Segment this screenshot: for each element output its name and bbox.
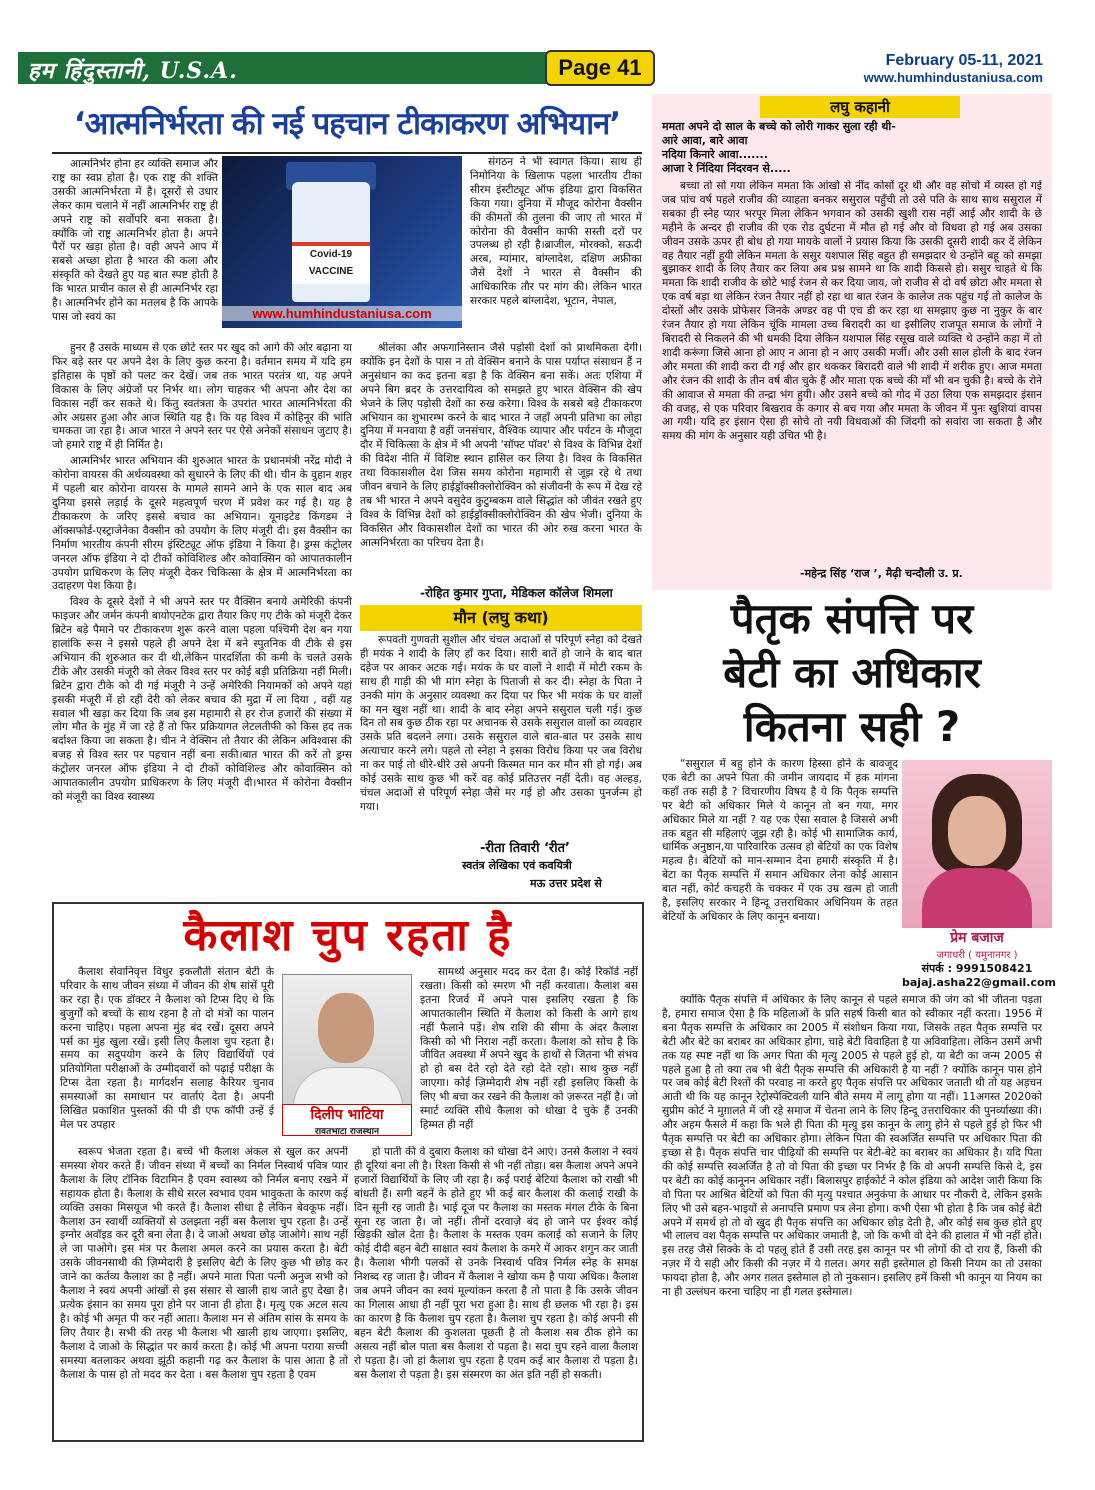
article-col2-top [470, 156, 642, 344]
paragraph: स्वरूप भेजता रहता है। बच्चे भी कैलाश अंकल से खुल कर अपनी समस्या शेयर करते हैं। जीवन संध्या में बच्चों का निर्मल निस्वार्थ पवित्र प्यार कैलाश के लिए टॉनिक विटामिन है एवम स्वास्थ्य को निर्मल बनाए रखने में सहायक होता है। कैलाश के सीधे सरल स्वभाव एवम भावुकता के कारण कई व्यक्ति उसका मिसयूज भी करते हैं। कैलाश सीधा है लेकिन बेवकूफ नहीं। कैलाश उन स्वार्थी व्यक्तियों से उलझता नहीं बस कैलाश चुप रहता है। उन्हें इग्नोर अवॉइड कर दूरी बना लेता है। दे जाओ अथवा छोड़ जाओगे। साथ नहीं ले जा पाओगे। इस मंत्र पर कैलाश अमल करने का प्रयास करता है। बेटी उसके जीवनसाथी की ज़िम्मेदारी है इसलिए बेटी के लिए कुछ भी छोड़ कर जाने का कर्तव्य कैलाश का है नहीं। अपने माता पिता पत्नी अनुज सभी को कैलाश ने स्वयं अपनी आंखों से इस संसार से खाली हाथ जाते हुए देखा है। प्रत्येक इंसान का समय पूरा होने पर जाना ही होता है। मृत्यु एक अटल सत्य है। कोई भी अमृत पी कर नहीं आता। कैलाश मन से अंतिम सांस के समय के लिए तैयार है। सभी की तरह भी कैलाश भी खाली हाथ जाएगा। इसलिए, कैलाश दे जाओ के सिद्धांत पर कार्य करता है। कोई भी अपना पराया सच्ची समस्या बतलाकर अथवा झूंठी कहानी गढ़ कर कैलाश के पास आता है तो कैलाश के पास हो तो मदद कर देता । बस कैलाश चुप रहता है एवम [60, 1146, 348, 1381]
body [922, 868, 1032, 928]
laghu-body [662, 180, 1042, 558]
masthead-title: हम हिंदुस्तानी, U.S.A. [28, 58, 238, 84]
kailash-col2-main [354, 1146, 638, 1436]
lullaby-lines [662, 120, 896, 176]
kailash-col2-top [420, 966, 638, 1146]
article-col2-main [360, 342, 642, 582]
poem-line: नदिया किनारे आवा....... [662, 148, 768, 161]
article-col1-top [52, 158, 218, 346]
issue-date: February 05-11, 2021 [885, 52, 1043, 69]
divider [52, 152, 642, 154]
maun-author: -रीता तिवारी ‘रीत’ [480, 841, 570, 856]
laghu-kahani-title: लघु कहानी [760, 96, 960, 118]
paragraph: आत्मनिर्भर होना हर व्यक्ति समाज और राष्ट्र का स्वप्न होता है। एक राष्ट्र की शक्ति उसकी आत्मनिर्भरता में है। दूसरों से उधार लेकर काम चलाने में नहीं आत्मनिर्भर राष्ट्र ही अपने राष्ट्र को सर्वोपरि बना सकता है। क्योंकि जो राष्ट्र आत्मनिर्भर होता है। अपने पैरों पर खड़ा होता है। वही अपने आप में सबसे अच्छा होता है भारत की कला और संस्कृति को देखते हुए यह बात स्पष्ट होती है कि भारत प्राचीन काल से ही आत्मनिर्भर रहा है। आत्मनिर्भर होने का मतलब है कि आपके पास जो स्वयं का [52, 158, 218, 323]
paitrik-author-caption [902, 928, 1056, 989]
paragraph: सामर्थ्य अनुसार मदद कर देता है। कोई रिकॉर्ड नहीं रखता। किसी को स्मरण भी नहीं करवाता। कैलाश बस इतना रिजर्व में अपने पास इसलिए रखता है कि आपातकालीन स्थिति में कैलाश को किसी के आगे हाथ नहीं फैलाने पड़ें। शेष राशि की सीमा के अंदर कैलाश किसी को भी निराश नहीं करता। कैलाश को सोच है कि जीवित अवस्था में अपने खुद के हाथों से जितना भी संभव हो हो बस देते रहो देते रहो देते रहो। साथ कुछ नहीं जाएगा। कोई ज़िम्मेदारी शेष नहीं रही इसलिए किसी के लिए भी बचा कर रखने की कैलाश को ज़रूरत नहीं है। जो स्मार्ट व्यक्ति सीधे कैलाश को धोखा दे चुके हैं उनकी हिम्मत ही नहीं [420, 966, 638, 1131]
vaccine-image [222, 156, 462, 328]
paragraph: कैलाश सेवानिवृत्त विधुर इकलौती संतान बेटी के परिवार के साथ जीवन संध्या में जीवन की शेष सांसें पूरी कर रहा है। एक डॉक्टर ने कैलाश को टिप्स दिए थे कि बुजुर्गों को बच्चों के साथ रहना है तो दो मंत्रों का पालन करना चाहिए। पहला अपना मुंह बंद रखें। दूसरा अपने पर्स का मुंह खुला रखें। इसी लिए कैलाश चुप रहता है। समय का सदुपयोग करने के लिए विद्यार्थियों एवं प्रतियोगिता परीक्षाओं के उम्मीदवारों को पढ़ाई परीक्षा के टिप्स देता रहता है। मार्गदर्शन सलाह कैरियर चुनाव समस्याओं का समाधान पर वार्ताएं देता है। अपनी लिखित प्रकाशित पुस्तकों की पी डी एफ कॉपी उन्हें ई मेल पर उपहार [60, 966, 274, 1131]
author-place: जगाधरी ( यमुनानगर ) [936, 950, 1018, 961]
paragraph: “ससुराल में बहु होने के कारण हिस्सा होने के बावजूद एक बेटी का अपने पिता की जमीन जायदाद में हक मांगना कहाँ तक सही है ? विचारणीय विषय है ये कि पैतृक सम्पत्ति पर बेटी को अधिकार मिले ये कानून तो बन गया, मगर अधिकार मिले या नहीं ? यह एक ऐसा सवाल है जिससे अभी तक बहुत सी महिलाएं जूझ रही है। कोई भी सामाजिक कार्य, धार्मिक अनुष्ठान,या पारिवारिक उत्सव हो बेटियों का एक विशेष महत्व है। बेटियों को मान-सम्मान देना हमारी संस्कृति में है। बेटा का पैतृक सम्पत्ति में समान अधिकार लेना कोई आसान बात नहीं, कोर्ट कचहरी के चक्कर में एक उम्र खत्म हो जाती है, इसलिए सरकार ने हिन्दू उत्तराधिकार अधिनियम के तहत बेटियों के अधिकार के लिए कानून बनाया। [662, 758, 898, 923]
author-photo [282, 974, 412, 1120]
paragraph: विश्व के दूसरे देशों ने भी अपने स्तर पर वैक्सिन बनाये अमेरिकी कंपनी फाइजर और जर्मन कंपनी बायोएनटेक द्वारा तैयार किए गए टीके को मंजूरी देकर ब्रिटेन बड़े पैमाने पर टीकाकरण शुरू करने वाला पहला पश्चिमी देश बन गया हालांकि रूस ने इससे पहले ही अपने देश में बने स्पुतनिक वी टीके से इस अभियान की शुरुआत कर दी थी,लेकिन पारदर्शिता की कमी के चलते उसके टीके और उसकी मंजूरी को लेकर विश्व स्तर पर कोई बड़ी प्रतिक्रिया नहीं मिली। ब्रिटेन द्वारा टीके को दी गई मंजूरी ने उन्हें अमेरिकी नियामकों को अपने यहां इसकी मंजूरी में हो रही देरी को लेकर बचाव की मुद्रा में ला दिया , वहीं यह सवाल भी खड़ा कर दिया कि जब इस महामारी से हर रोज हजारों की संख्या में लोग मौत के मुंह में जा रहे हैं तो फिर प्रक्रियागत लेटलतीफी को किस हद तक बर्दाश्त किया जा सकता है। चीन ने वेक्सिन तो तैयार की लेकिन अविश्वास की बजह से विश्व स्तर पर पहचान नहीं बना सकी।बात भारत की करें तो ड्रग्स कंट्रोलर जनरल ऑफ इंडिया ने दो टीकों कोविशिल्ड और कोवाक्सिन को आपातकालीन उपयोग प्राधिकरण के लिए मंजूरी दी।भारत में कोरोना वैक्सीन को मंजूरी का विश्व स्वास्थ्य [52, 596, 352, 803]
maun-author-place: मऊ उत्तर प्रदेश से [530, 877, 602, 890]
author-email[interactable]: bajaj.asha22@gmail.com [902, 976, 1056, 989]
paitrik-intro [662, 758, 898, 952]
kailash-col1-top [60, 966, 274, 1146]
poem-line: आजा रे निंदिया निंदरवन से..... [662, 162, 791, 175]
author-phone: संपर्क : 9991508421 [921, 962, 1033, 975]
author-caption [282, 1104, 412, 1136]
author-photo [902, 760, 1052, 928]
headline-line: कितना सही ? [743, 702, 961, 751]
paragraph: क्योंकि पैतृक संपत्ति में अधिकार के लिए कानून से पहले समाज की जंग को भी जीतना पड़ता है, हमारा समाज ऐसा है कि महिलाओं के प्रति सहर्ष किसी बात को स्वीकार नहीं करता। 1956 में बना पैतृक सम्पत्ति के अधिकार का 2005 में संशोधन किया गया, जिसके तहत पैतृक सम्पत्ति पर बेटी और बेटे का बराबर का अधिकार होगा, चाहे बेटी विवाहिता है या अविवाहिता। लेकिन उसमें अभी तक यह स्पष्ट नहीं था कि अगर पिता की मृत्यु 2005 से पहले हुई हो, या बेटी का जन्म 2005 से पहले हुआ है तो क्या तब भी बेटी पैतृक सम्पत्ति की अधिकारी है या नहीं ? क्योंकि कानून पास होने पर जब कोई बेटी रिश्तों की परवाह ना करते हुए पैतृक संपत्ति पर अधिकार जताती थी तो यह अड़चन आती थी कि यह कानून रेट्रोस्पेक्टिवली यानि बीते समय में लागू होगा या नहीं। 11अगस्त 2020को सुप्रीम कोर्ट ने मुग़ालते में जी रहे समाज में चेतना लाने के लिए हिन्दू उत्तराधिकार की पुनर्व्याख्या की। और अहम फैसले में कहा कि भले ही पिता की मृत्यु इस कानून के लागु होने से पहले हुई हो फिर भी पैतृक सम्पत्ति पर बेटी का अधिकार होगा। लेकिन पिता की स्वअर्जित सम्पत्ति पर अधिकार पिता की इच्छा से है। पैतृक संपत्ति चार पीढ़ियों की सम्पत्ति पर बेटी-बेटे का बराबर का अधिकार है। यदि पिता की कोई सम्पत्ति स्वअर्जित है तो वो पिता की इच्छा पर निर्भर है कि वो अपनी सम्पत्ति किसे दे, इस पर बेटी का कोई कानूनन अधिकार नहीं। बिलासपुर हाईकोर्ट ने कोल इंडिया को आदेश जारी किया कि वो पिता पर आश्रित बेटियों को पिता की मृत्यु पश्चात अनुकंपा के आधार पर नौकरी दे, लेकिन इसके लिए भी उसे बहन-भाइयों से अनापत्ति प्रमाण पत्र लेना होगा। कभी ऐसा भी होता है कि जब कोई बेटी अपने में समर्थ हो तो वो खुद ही पैतृक संपत्ति का अधिकार छोड़ देती है, और कोई सब कुछ होते हुए भी लालच वश पैतृक सम्पत्ति पर अधिकार जमाती है, जो कि कभी वो देने की हालात में भी नहीं होते। इस तरह जैसे सिक्के के दो पहलू होते हैं उसी तरह इस कानून पर भी लोगों की दो राय हैं, किसी की नज़र में ये सही और किसी की नज़र में ये ग़लत। अगर सही इस्तेमाल हो किसी नियम का तो उसका फायदा होता है, और अगर ग़लत इस्तेमाल हो तो नुकसान। इसलिए हमें किसी भी कानून या नियम का ना ही उल्लंघन करना चाहिए ना ही गलत इस्तेमाल। [662, 994, 1042, 1299]
paragraph: हो पाती की वे दुबारा कैलाश को धोखा देने आएं। उनसे कैलाश ने स्वयं ही दूरियां बना ली है। रिश्ता किसी से भी नहीं तोड़ा। बस कैलाश अपने अपने हजारों विद्यार्थियों के लिए जी रहा है। कई पराई बेटियां कैलाश को राखी भी बांधती हैं। सगी बहनें के होते हुए भी कई बार कैलाश की कलाई राखी के दिन सूनी रह जाती है। भाई दूज पर कैलाश का मस्तक मंगल टीके के बिना सूना रह जाता है। जो नहीं। तीनों दरवाज़े बंद हो जाने पर ईश्वर कोई खिड़की खोल देता है। कैलाश के मस्तक एवम कलाई को सजाने के लिए कोई दीदी बहन बेटी साक्षात स्वयं कैलाश के कमरे में आकर शगुन कर जाती है। कैलाश भीगी पलकों से उनके निस्वार्थ पवित्र निर्मल स्नेह के समक्ष निशब्द रह जाता है। जीवन में कैलाश ने खोया कम है पाया अधिक। कैलाश जब अपने जीवन का स्वयं मूल्यांकन करता है तो पाता है कि उसके जीवन का गिलास आधा ही नहीं पूरा भरा हुआ है। साथ ही छलक भी रहा है। इस का कारण है कि कैलाश चुप रहता है। कैलाश चुप रहता है। कोई अपनी सी बहन बेटी कैलाश की कुशलता पूछती है तो कैलाश सब ठीक होने का असत्य नहीं बोल पाता बस कैलाश रो पड़ता है। सदा चुप रहने वाला कैलाश रो पड़ता है। जो हां कैलाश चुप रहता है एवम कई बार कैलाश रो पड़ता है। बस कैलाश रो पड़ता है। इस संस्मरण का अंत इति नहीं हो सकती। [354, 1146, 638, 1381]
paitrik-headline [652, 592, 1052, 754]
author-name: प्रेम बजाज [950, 930, 1004, 946]
article-col1-main [52, 342, 352, 890]
paragraph: रूपवती गुणवती सुशील और चंचल अदाओं से परिपूर्ण स्नेहा को देखते ही मयंक ने शादी के लिए हाँ कर दिया। सारी बातें हो जाने के बाद बात दहेज पर आकर अटक गई। मयंक के घर वालों ने शादी में मोटी रकम के साथ ही गाड़ी की भी मांग स्नेहा के पिताजी से कर दी। स्नेहा के पिता ने उनकी मांग के अनुसार व्यवस्था कर दिया पर फिर भी मयंक के घर वालों का मन खुश नहीं था। शादी के बाद स्नेहा अपने ससुराल चली गई। कुछ दिन तो सब कुछ ठीक रहा पर अचानक से उसके ससुराल वालों का व्यवहार उसके प्रति बदलने लगा। उसके ससुराल वाले बात-बात पर उसके साथ अत्याचार करने लगे। पहले तो स्नेहा ने इसका विरोध किया पर जब विरोध ना कर पाई तो धीरे-धीरे उसे अपनी किस्मत मान कर मौन सी हो गई। अब कोई उसके साथ कुछ भी करें वह कोई प्रतिउत्तर नहीं देती। वह अल्हड़, चंचल अदाओं से परिपूर्ण स्नेहा जैसे मर गई हो और उसका पुनर्जन्म हो गया। [360, 634, 642, 813]
paragraph: हुनर है उसके माध्यम से एक छोटे स्तर पर खुद को आगे की ओर बढ़ाना या फिर बड़े स्तर पर अपने देश के लिए कुछ करना है। वर्तमान समय में यदि हम इतिहास के पृष्ठों को पलट कर देखें। जब तक भारत परतंत्र था, यह अपने विकास के लिए अंग्रेजों पर निर्भर था। लोग चाहकर भी अपना और देश का विकास नहीं कर सकते थे। किंतु स्वतंत्रता के उपरांत भारत आत्मनिर्भरता की ओर अग्रसर हुआ और आज स्थिति यह है। कि यह विश्व में कोहिनूर की भांति चमकता जा रहा है। आज भारत ने अपने स्तर पर ऐसे अनेकों संसाधन जुटाए है। जो हमारे राष्ट्र में ही निर्मित है। [52, 342, 352, 452]
maun-title: मौन (लघु कथा) [360, 605, 642, 631]
poem-line: आरे आवा, बारे आवा [662, 134, 748, 147]
author-place: रावतभाटा राजस्थान [315, 1127, 379, 1137]
website-link[interactable]: www.humhindustaniusa.com [863, 70, 1043, 85]
paragraph: श्रीलंका और अफगानिस्तान जैसे पड़ोसी देशों को प्राथमिकता देगी। क्योंकि इन देशों के पास न तो वेक्सिन बनाने के पास पर्याप्त संसाधन हैं न अनुसंधान का कद इतना बड़ा है कि वेक्सिन बना सकें। अतः एशिया में अपने बिग ब्रदर के उत्तरदायित्व को समझते हुए भारत वेक्सिन की खेप भेजने के लिए पड़ोसी देशों का रुख करेगा। विश्व के सबसे बड़े टीकाकरण अभियान का शुभारम्भ करने के बाद भारत ने जहाँ अपनी प्रतिभा का लोहा दुनिया में मनवाया है वहीं जनसंचार, वैश्विक व्यापार और पर्यटन के मौजूदा दौर में चिकित्सा के क्षेत्र में भी अपनी 'सॉफ्ट पॉवर' से विश्व के विभिन्न देशों की विदेश नीति में विशिष्ट स्थान हासिल कर लिया है। विश्व के विकसित तथा विकासशील देश जिस समय कोरोना महामारी से जूझ रहे थे तथा जीवन बचाने के लिए हाईड्रॉक्सीक्लोरोक्विन को संजीवनी के रूप में देख रहे तब भी भारत ने अपने वसुदेव कुटुम्बकम वाले सिद्धांत को जीवंत रखते हुए विश्व के विभिन्न देशों को हाईड्रॉक्सीक्लोरोक्विन की खेप भेजी। दुनिया के विकसित और विकासशील देशों का भारत की ओर रुख करना भारत के आत्मनिर्भरता का परिचय देता है। [360, 342, 642, 549]
image-watermark-url: www.humhindustaniusa.com [222, 306, 462, 321]
headline-line: पैतृक संपत्ति पर [730, 594, 974, 643]
vial-label [292, 242, 370, 284]
page-number: Page 41 [545, 50, 655, 86]
kailash-headline: कैलाश चुप रहता है [183, 910, 513, 961]
headline-line: बेटी का अधिकार [723, 648, 981, 697]
article-byline: -रोहित कुमार गुप्ता, मेडिकल कॉलेज शिमला [420, 586, 613, 600]
kailash-col1-main [60, 1146, 348, 1436]
page-header [0, 0, 1095, 90]
paragraph: बच्चा तो सो गया लेकिन ममता कि आंखो से नींद कोसों दूर थी और वह सोचो में व्यस्त हो गई जब पांच वर्ष पहले राजीव की व्याहता बनकर ससुराल पहुँची तो उसे पति के साथ साथ ससुराल में सबका ही स्नेह प्यार भरपूर मिला लेकिन भगवान को उसकी खुशी रास नहीं आई और शादी के छे महीने के अन्दर ही राजीव की एक रोड दुर्घटना में मौत हो गई और वो विधवा हो गई अब उसका जीवन उसके ऊपर ही बोध हो गया मायके वालों ने प्रयास किया कि उसकी दूसरी शादी कर दें लेकिन वह तैयार नहीं हुयी लेकिन ममता के ससुर यशपाल सिंह बहुत ही समझदार थे उन्होंने बहू को समझा बुझाकर शादी के लिए तैयार कर लिया अब प्रश्न सामने था कि शादी किससे हो। ससुर चाहते थे कि ममता कि शादी राजीव के छोटे भाई रंजन से कर दिया जाय, जो राजीव से दो वर्ष छोटा और ममता से एक वर्ष बड़ा था लेकिन रंजन तैयार नहीं हो रहा था बात रंजन के कालेज तक पहुंच गई तो कालेज के दोस्तों और उसके प्रोफेसर जिनके अण्डर वह पी एच डी कर रहा था समझाए कुछ ना नुकुर के बार रंजन तैयार हो गया लेकिन चूंकि मामला उच्च बिरादरी का था इसीलिए राजपूत समाज के लोगों ने बिरादरी से निकलने की भी धमकी दिया लेकिन यशपाल सिंह रसूख वाले व्यक्ति थे उन्होंने कहा में तो शादी करूंगा जिसे आना हो आए न आना हो न आए उसकी मर्जी। और उसी साल होली के बाद रंजन और ममता की शादी करा दी गई और हार थककर बिरादरी वाले भी शादी में शरीक हुए। आज ममता और रंजन की शादी के तीन वर्ष बीत चुके हैं और माता एक बच्चे की माँ भी बन चुकी है। बच्चे के रोने की आवाज से ममता की तन्द्रा भंग हुयी। और उसने बच्चे को गोद में उठा लिया एक समझदार इंसान की वजह, से एक परिवार बिखराव के कगार से बच गया और ममता के जीवन में पुनः खुशियां वापस आ गयी। यदि हर इंसान ऐसा ही सोचे तो नयी विधवाओं की जिंदगी को सवांरा जा सकता है और समय की मांग के अनुसार यही उचित भी है। [662, 180, 1042, 443]
article-headline: ‘आत्मनिर्भरता की नई पहचान टीकाकरण अभियान’ [73, 106, 621, 142]
poem-line: ममता अपने दो साल के बच्चे को लोरी गाकर सुला रही थी- [662, 120, 896, 133]
laghu-byline: -महेन्द्र सिंह ‘राज ’, मैढ़ी चन्दौली उ. प्र. [800, 567, 963, 580]
face [318, 993, 374, 1063]
paragraph: संगठन ने भी स्वागत किया। साथ ही निमोनिया के खिलाफ पहला भारतीय टीका सीरम इंस्टीट्यूट ऑफ इंडिया द्वारा विकसित किया गया। दुनिया में मौजूद कोरोना वैक्सीन की कीमतों की तुलना की जाए तो भारत में कोरोना की वैक्सीन काफी सस्ती दरों पर उपलब्ध हो रही है।ब्राजील, मोरक्को, सऊदी अरब, म्यांमार, बांग्लादेश, दक्षिण अफ्रीका जैसे देशों ने भारत से वैक्सीन की आधिकारिक तौर पर मांग की। लेकिन भारत सरकार पहले बांग्लादेश, भूटान, नेपाल, [470, 156, 642, 308]
author-name: दिलीप भाटिया [310, 1107, 384, 1123]
maun-author-role: स्वतंत्र लेखिका एवं कवयित्री [462, 859, 572, 872]
paragraph: आत्मनिर्भर भारत अभियान की शुरुआत भारत के प्रधानमंत्री नरेंद्र मोदी ने कोरोना वायरस की अर्थव्यवस्था को सुधारने के लिए की थी। चीन के वुहान शहर में पहली बार कोरोना वायरस के मामले सामने आने के एक साल बाद अब दुनिया इससे लड़ाई के दूसरे महत्वपूर्ण चरण में प्रवेश कर गई है। यह है टीकाकरण के जरिए इससे बचाव का अभियान। यूनाइटेड किंगडम ने ऑक्सफोर्ड-एस्ट्राजेनेका वैक्सीन को उपयोग के लिए मंजूरी दी। इस वैक्सीन का निर्माण भारतीय कंपनी सीरम इंस्टिट्यूट ऑफ इंडिया ने किया है। ड्रग्स कंट्रोलर जनरल ऑफ इंडिया ने दो टीकों कोविशिल्ड और कोवाक्सिन को आपातकालीन उपयोग प्राधिकरण के लिए मंजूरी देकर चिकित्सा के क्षेत्र में आत्मनिर्भरता का उदाहरण पेश किया है। [52, 455, 352, 593]
maun-body [360, 634, 642, 830]
vial-label-line1: Covid-19 [309, 249, 353, 260]
face [948, 796, 1006, 866]
paitrik-body [662, 994, 1042, 1450]
vial-label-line2: VACCINE [308, 266, 354, 277]
